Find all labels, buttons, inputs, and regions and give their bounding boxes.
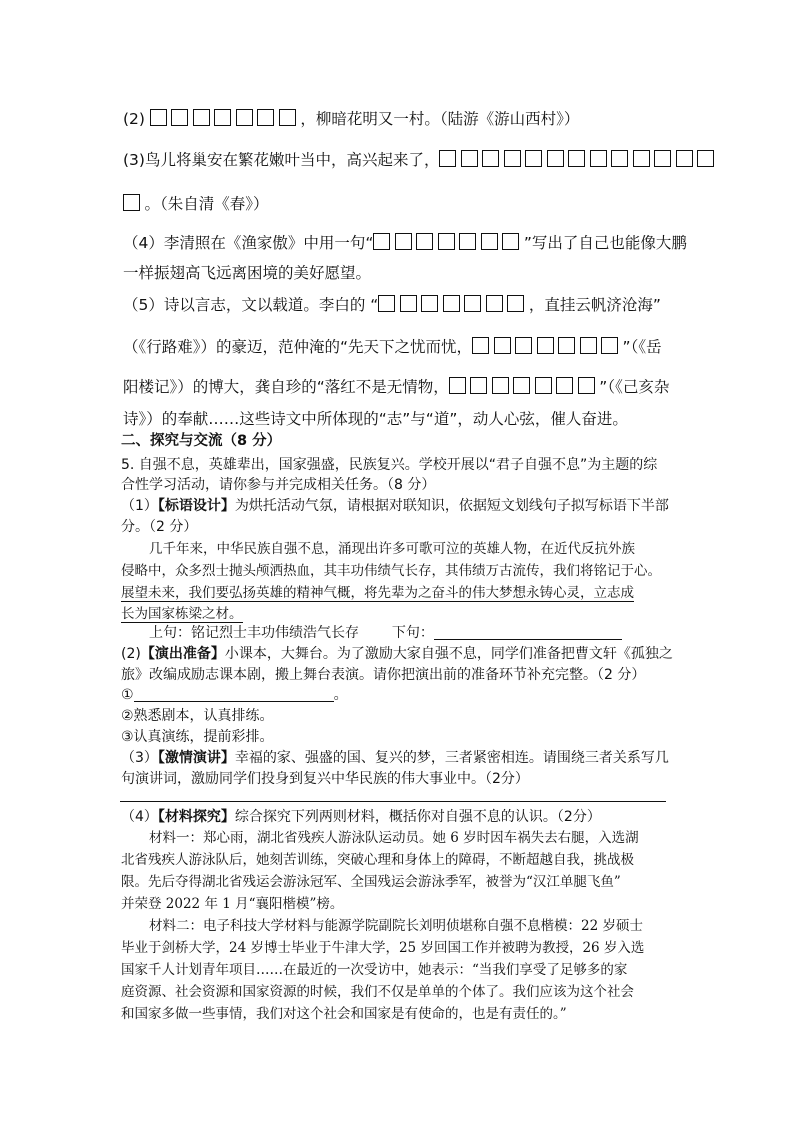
task-1-number: （1）	[121, 498, 158, 514]
passage-line-2: 侵略中，众多烈士抛头颅洒热血，其丰功伟绩气长存，其伟绩万古流传，我们将铭记于心。	[121, 563, 661, 579]
task-3-tag: 【激情演讲】	[157, 750, 235, 766]
step-1-line	[121, 684, 348, 706]
material-1-line-1: 材料一：郑心雨，湖北省残疾人游泳队运动员。她 6 岁时因车祸失去右腿，入选湖	[149, 830, 639, 846]
task-4-tag: 【材料探究】	[157, 809, 235, 825]
question-5-line-2	[123, 336, 662, 358]
question-3-line-2	[123, 193, 269, 215]
question-5-text-3: 阳楼记》）的博大，龚自珍的“落红不是无情物，	[123, 378, 449, 396]
task-1-line-2: 分。（2 分）	[121, 519, 198, 535]
task-3-line	[121, 747, 669, 769]
task-1-line	[121, 495, 669, 517]
task-2-line-2: 旅》改编成励志课本剧，搬上舞台表演。请你把演出前的准备环节补充完整。（2 分）	[121, 667, 646, 683]
question-5-text-3-after: ”（《己亥杂	[599, 378, 670, 396]
answer-boxes-q2[interactable]	[150, 108, 301, 130]
couplet-answer-blank[interactable]	[434, 625, 622, 640]
step-1-number: ①	[121, 687, 134, 703]
question-5-line-4	[123, 408, 628, 430]
question-4-line	[123, 232, 687, 254]
answer-boxes-q3-end[interactable]	[123, 193, 145, 215]
question-3-source: 。（朱自清《春》）	[144, 195, 269, 213]
section-2-title: 二、探究与交流（8 分）	[121, 433, 282, 449]
question-5-text-after: ，直挂云帆济沧海”	[528, 296, 661, 314]
material-1-line-2: 北省残疾人游泳队后，她刻苦训练，突破心理和身体上的障碍，不断超越自我，挑战极	[121, 852, 634, 868]
material-2-line-5: 和国家多做一些事情，我们对这个社会和国家是有使命的，也是有责任的。”	[121, 1006, 567, 1022]
task-1-text: 为烘托活动气氛，请根据对联知识，依据短文划线句子拟写标语下半部	[234, 498, 669, 514]
passage-underlined-sentence: 展望未来，我们要弘扬英雄的精神气概，将先辈为之奋斗的伟大梦想永铸心灵，立志成	[121, 585, 634, 601]
task-5-intro-2: 合性学习活动，请你参与并完成相关任务。（8 分）	[121, 477, 436, 493]
material-2-line-1: 材料二：电子科技大学材料与能源学院副院长刘明侦堪称自强不息楷模：22 岁硕士	[149, 918, 643, 934]
step-3: ③认真演练，提前彩排。	[121, 729, 274, 745]
passage-underlined-sentence-end: 长为国家栋梁之材。	[121, 606, 243, 622]
couplet-line	[149, 622, 622, 644]
step-2: ②熟悉剧本，认真排练。	[121, 708, 274, 724]
answer-boxes-q4[interactable]	[373, 232, 524, 254]
task-4-line	[121, 806, 601, 828]
task-2-number: (2)	[121, 646, 141, 662]
answer-boxes-q3[interactable]	[439, 149, 719, 171]
material-2-line-2: 毕业于剑桥大学，24 岁博士毕业于牛津大学，25 岁回国工作并被聘为教授，26 岁入选	[121, 940, 645, 956]
task-2-text: 小课本，大舞台。为了激励大家自强不息，同学们准备把曹文轩《孤独之	[224, 646, 673, 662]
question-5-text-2-after: ”（《岳	[622, 338, 662, 356]
question-4-line-2	[123, 262, 371, 284]
question-5-line-3	[123, 376, 669, 398]
step-1-end: 。	[333, 687, 348, 703]
question-5-text: （5）诗以言志，文以载道。李白的 “	[123, 296, 379, 314]
task-5-intro-1: 5. 自强不息，英雄辈出，国家强盛，民族复兴。学校开展以“君子自强不息”为主题的综	[121, 457, 658, 473]
task-2-line	[121, 643, 673, 665]
question-3-line	[123, 149, 719, 171]
passage-line-1: 几千年来，中华民族自强不息，涌现出许多可歌可泣的英雄人物，在近代反抗外族	[149, 541, 635, 557]
material-1-line-4: 并荣登 2022 年 1 月“襄阳楷模”榜。	[121, 896, 344, 912]
task-3-answer-line[interactable]	[120, 801, 666, 802]
question-3-text: (3)鸟儿将巢安在繁花嫩叶当中，高兴起来了，	[123, 151, 440, 169]
answer-boxes-q5-a[interactable]	[378, 294, 529, 316]
question-4-text: （4）李清照在《渔家傲》中用一句“	[123, 234, 374, 252]
material-1-line-3: 限。先后夺得湖北省残运会游泳冠军、全国残运会游泳季军，被誉为“汉江单腿飞鱼”	[121, 874, 621, 890]
question-2-number: (2)	[123, 110, 145, 128]
step-1-answer-blank[interactable]	[134, 687, 334, 702]
task-4-number: （4）	[121, 809, 158, 825]
question-2-line	[123, 108, 579, 130]
material-2-line-3: 国家千人计划青年项目……在最近的一次受访中，她表示：“当我们享受了足够多的家	[121, 962, 628, 978]
question-5-text-4: 诗》）的奉献……这些诗文中所体现的“志”与“道”，动人心弦，催人奋进。	[123, 410, 628, 428]
question-2-text: ，柳暗花明又一村。（陆游《游山西村》）	[300, 110, 580, 128]
passage-line-3	[121, 582, 634, 604]
couplet-upper: 上句：铭记烈士丰功伟绩浩气长存	[149, 625, 359, 641]
material-2-line-4: 庭资源、社会资源和国家资源的时候，我们不仅是单单的个体了。我们应该为这个社会	[121, 984, 634, 1000]
answer-boxes-q5-c[interactable]	[449, 376, 600, 398]
question-5-text-2: （《行路难》）的豪迈，范仲淹的“先天下之忧而忧，	[123, 338, 473, 356]
answer-boxes-q5-b[interactable]	[472, 336, 623, 358]
task-3-number: （3）	[121, 750, 158, 766]
task-2-tag: 【演出准备】	[140, 646, 225, 662]
question-4-text-2: 一样振翅高飞远离困境的美好愿望。	[123, 264, 372, 282]
task-1-tag: 【标语设计】	[157, 498, 235, 514]
question-4-text-after: ”写出了自己也能像大鹏	[523, 234, 687, 252]
question-5-line	[123, 294, 661, 316]
task-3-line-2: 句演讲词，激励同学们投身到复兴中华民族的伟大事业中。（2分）	[121, 771, 529, 787]
couplet-lower-label: 下句：	[391, 625, 434, 641]
task-4-text: 综合探究下列两则材料，概括你对自强不息的认识。（2分）	[234, 809, 601, 825]
task-3-text: 幸福的家、强盛的国、复兴的梦，三者紧密相连。请围绕三者关系写几	[234, 750, 669, 766]
